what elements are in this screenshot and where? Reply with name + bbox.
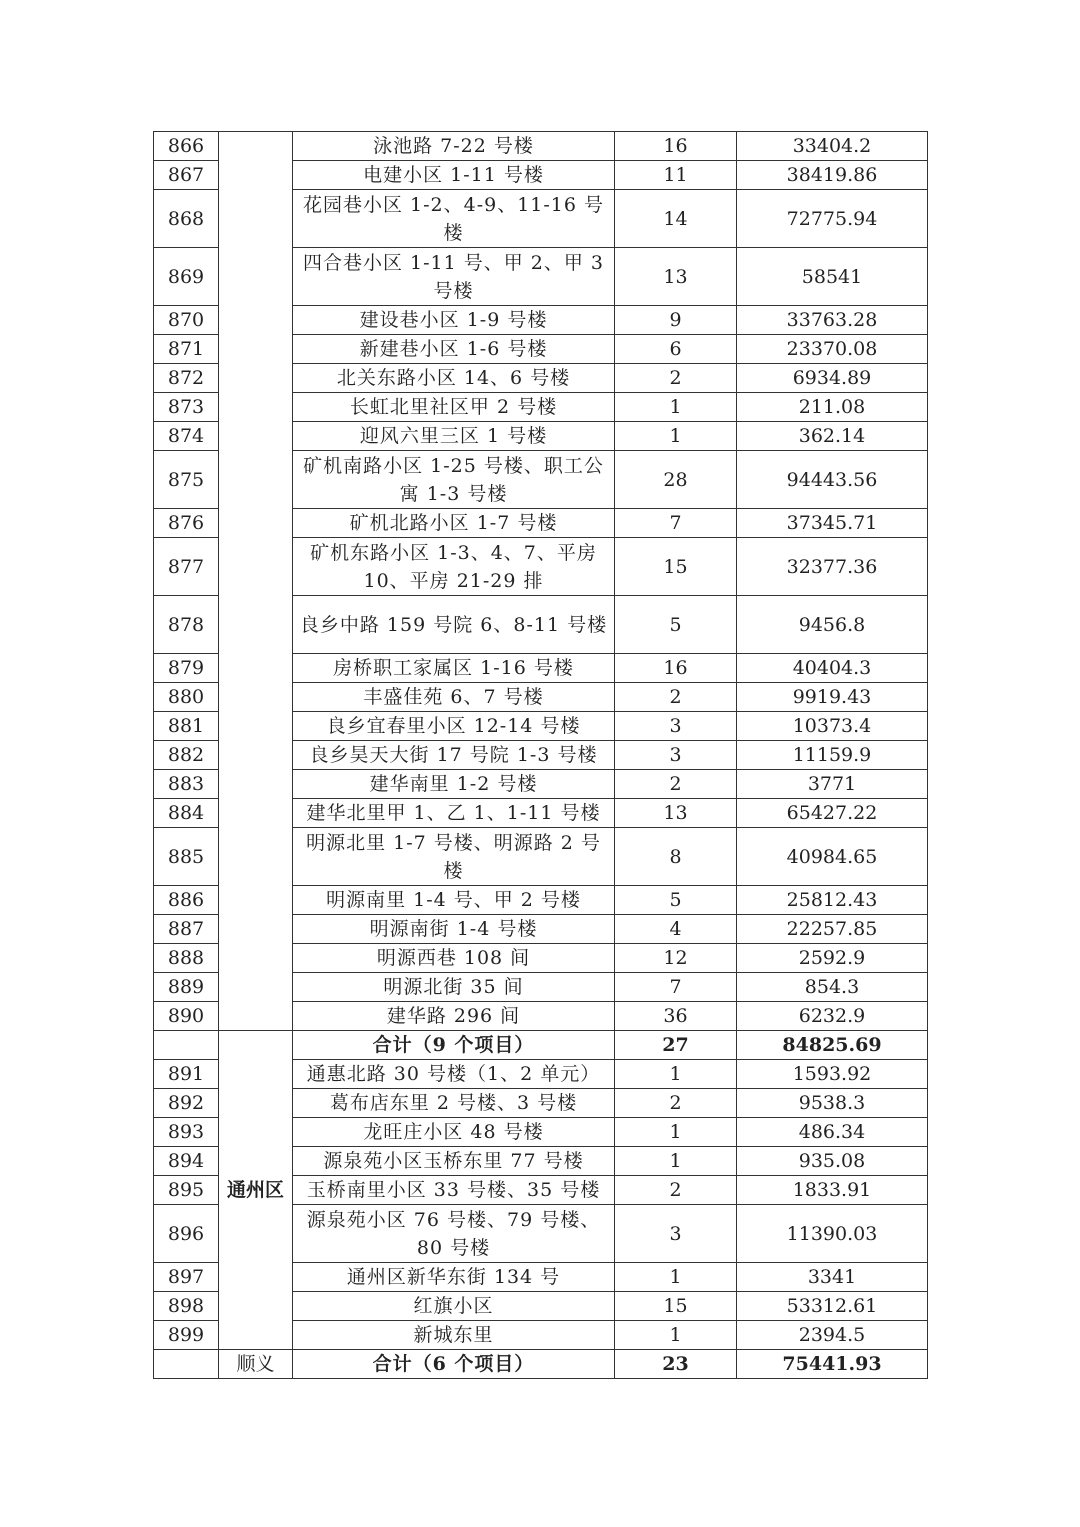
row-number: 870 [154, 306, 219, 335]
building-count: 1 [615, 1147, 737, 1176]
row-number [154, 1350, 219, 1379]
floor-area: 9538.3 [737, 1089, 928, 1118]
row-number: 869 [154, 248, 219, 306]
row-number: 881 [154, 712, 219, 741]
project-name: 泳池路 7-22 号楼 [293, 132, 615, 161]
district-tongzhou: 通州区 [219, 1031, 293, 1350]
district-cell [219, 132, 293, 1031]
total-area: 84825.69 [737, 1031, 928, 1060]
row-number: 893 [154, 1118, 219, 1147]
floor-area: 2592.9 [737, 944, 928, 973]
floor-area: 37345.71 [737, 509, 928, 538]
row-number: 882 [154, 741, 219, 770]
building-count: 12 [615, 944, 737, 973]
floor-area: 94443.56 [737, 451, 928, 509]
building-count: 7 [615, 973, 737, 1002]
project-name: 源泉苑小区玉桥东里 77 号楼 [293, 1147, 615, 1176]
row-number: 880 [154, 683, 219, 712]
building-count: 2 [615, 1176, 737, 1205]
floor-area: 11159.9 [737, 741, 928, 770]
project-table [153, 131, 928, 1379]
total-count: 27 [615, 1031, 737, 1060]
floor-area: 33404.2 [737, 132, 928, 161]
building-count: 1 [615, 393, 737, 422]
floor-area: 40984.65 [737, 828, 928, 886]
building-count: 13 [615, 248, 737, 306]
floor-area: 9919.43 [737, 683, 928, 712]
floor-area: 3341 [737, 1263, 928, 1292]
project-name: 良乡中路 159 号院 6、8-11 号楼 [293, 596, 615, 654]
district-shunyi: 顺义 [219, 1350, 293, 1379]
row-number: 898 [154, 1292, 219, 1321]
building-count: 5 [615, 886, 737, 915]
building-count: 14 [615, 190, 737, 248]
project-name: 花园巷小区 1-2、4-9、11-16 号楼 [293, 190, 615, 248]
project-name: 长虹北里社区甲 2 号楼 [293, 393, 615, 422]
row-number: 894 [154, 1147, 219, 1176]
building-count: 1 [615, 422, 737, 451]
floor-area: 40404.3 [737, 654, 928, 683]
total-label: 合计（9 个项目） [293, 1031, 615, 1060]
floor-area: 25812.43 [737, 886, 928, 915]
total-count: 23 [615, 1350, 737, 1379]
floor-area: 362.14 [737, 422, 928, 451]
floor-area: 6232.9 [737, 1002, 928, 1031]
project-name: 明源北里 1-7 号楼、明源路 2 号楼 [293, 828, 615, 886]
row-number: 866 [154, 132, 219, 161]
floor-area: 6934.89 [737, 364, 928, 393]
project-name: 北关东路小区 14、6 号楼 [293, 364, 615, 393]
project-name: 明源南里 1-4 号、甲 2 号楼 [293, 886, 615, 915]
row-number: 885 [154, 828, 219, 886]
project-name: 明源南街 1-4 号楼 [293, 915, 615, 944]
floor-area: 211.08 [737, 393, 928, 422]
floor-area: 11390.03 [737, 1205, 928, 1263]
building-count: 1 [615, 1321, 737, 1350]
project-name: 矿机南路小区 1-25 号楼、职工公寓 1-3 号楼 [293, 451, 615, 509]
floor-area: 58541 [737, 248, 928, 306]
floor-area: 935.08 [737, 1147, 928, 1176]
row-number: 897 [154, 1263, 219, 1292]
floor-area: 65427.22 [737, 799, 928, 828]
row-number: 887 [154, 915, 219, 944]
project-name: 良乡昊天大街 17 号院 1-3 号楼 [293, 741, 615, 770]
building-count: 13 [615, 799, 737, 828]
row-number: 883 [154, 770, 219, 799]
floor-area: 33763.28 [737, 306, 928, 335]
total-area: 75441.93 [737, 1350, 928, 1379]
project-name: 电建小区 1-11 号楼 [293, 161, 615, 190]
row-number: 888 [154, 944, 219, 973]
floor-area: 53312.61 [737, 1292, 928, 1321]
building-count: 9 [615, 306, 737, 335]
project-name: 矿机北路小区 1-7 号楼 [293, 509, 615, 538]
floor-area: 1833.91 [737, 1176, 928, 1205]
row-number: 878 [154, 596, 219, 654]
building-count: 3 [615, 741, 737, 770]
floor-area: 22257.85 [737, 915, 928, 944]
row-number: 874 [154, 422, 219, 451]
row-number: 891 [154, 1060, 219, 1089]
row-number: 879 [154, 654, 219, 683]
building-count: 2 [615, 1089, 737, 1118]
row-number: 876 [154, 509, 219, 538]
project-name: 新城东里 [293, 1321, 615, 1350]
row-number: 886 [154, 886, 219, 915]
floor-area: 854.3 [737, 973, 928, 1002]
project-name: 通州区新华东街 134 号 [293, 1263, 615, 1292]
project-name: 房桥职工家属区 1-16 号楼 [293, 654, 615, 683]
building-count: 36 [615, 1002, 737, 1031]
project-name: 迎风六里三区 1 号楼 [293, 422, 615, 451]
building-count: 16 [615, 132, 737, 161]
building-count: 3 [615, 712, 737, 741]
building-count: 3 [615, 1205, 737, 1263]
building-count: 7 [615, 509, 737, 538]
project-name: 新建巷小区 1-6 号楼 [293, 335, 615, 364]
building-count: 16 [615, 654, 737, 683]
row-number: 875 [154, 451, 219, 509]
project-name: 明源北街 35 间 [293, 973, 615, 1002]
project-name: 明源西巷 108 间 [293, 944, 615, 973]
project-table-body [154, 132, 928, 1379]
row-number: 872 [154, 364, 219, 393]
row-number: 895 [154, 1176, 219, 1205]
row-number: 884 [154, 799, 219, 828]
row-number: 873 [154, 393, 219, 422]
row-number: 892 [154, 1089, 219, 1118]
project-name: 矿机东路小区 1-3、4、7、平房 10、平房 21-29 排 [293, 538, 615, 596]
project-name: 良乡宜春里小区 12-14 号楼 [293, 712, 615, 741]
floor-area: 38419.86 [737, 161, 928, 190]
floor-area: 9456.8 [737, 596, 928, 654]
project-name: 建华南里 1-2 号楼 [293, 770, 615, 799]
row-number: 867 [154, 161, 219, 190]
building-count: 2 [615, 770, 737, 799]
total-label: 合计（6 个项目） [293, 1350, 615, 1379]
building-count: 11 [615, 161, 737, 190]
row-number [154, 1031, 219, 1060]
project-name: 建设巷小区 1-9 号楼 [293, 306, 615, 335]
project-name: 建华北里甲 1、乙 1、1-11 号楼 [293, 799, 615, 828]
table-row [154, 1350, 928, 1379]
row-number: 889 [154, 973, 219, 1002]
row-number: 899 [154, 1321, 219, 1350]
floor-area: 32377.36 [737, 538, 928, 596]
row-number: 877 [154, 538, 219, 596]
project-name: 四合巷小区 1-11 号、甲 2、甲 3 号楼 [293, 248, 615, 306]
building-count: 8 [615, 828, 737, 886]
project-name: 葛布店东里 2 号楼、3 号楼 [293, 1089, 615, 1118]
floor-area: 72775.94 [737, 190, 928, 248]
floor-area: 1593.92 [737, 1060, 928, 1089]
project-name: 龙旺庄小区 48 号楼 [293, 1118, 615, 1147]
table-row [154, 132, 928, 161]
building-count: 2 [615, 364, 737, 393]
building-count: 28 [615, 451, 737, 509]
project-name: 建华路 296 间 [293, 1002, 615, 1031]
project-name: 红旗小区 [293, 1292, 615, 1321]
building-count: 1 [615, 1118, 737, 1147]
project-name: 源泉苑小区 76 号楼、79 号楼、80 号楼 [293, 1205, 615, 1263]
table-row [154, 1031, 928, 1060]
floor-area: 23370.08 [737, 335, 928, 364]
row-number: 868 [154, 190, 219, 248]
building-count: 15 [615, 1292, 737, 1321]
building-count: 5 [615, 596, 737, 654]
row-number: 896 [154, 1205, 219, 1263]
building-count: 1 [615, 1060, 737, 1089]
project-name: 通惠北路 30 号楼（1、2 单元） [293, 1060, 615, 1089]
floor-area: 486.34 [737, 1118, 928, 1147]
floor-area: 2394.5 [737, 1321, 928, 1350]
building-count: 15 [615, 538, 737, 596]
building-count: 4 [615, 915, 737, 944]
project-name: 玉桥南里小区 33 号楼、35 号楼 [293, 1176, 615, 1205]
row-number: 871 [154, 335, 219, 364]
floor-area: 3771 [737, 770, 928, 799]
row-number: 890 [154, 1002, 219, 1031]
building-count: 6 [615, 335, 737, 364]
building-count: 1 [615, 1263, 737, 1292]
building-count: 2 [615, 683, 737, 712]
floor-area: 10373.4 [737, 712, 928, 741]
project-name: 丰盛佳苑 6、7 号楼 [293, 683, 615, 712]
